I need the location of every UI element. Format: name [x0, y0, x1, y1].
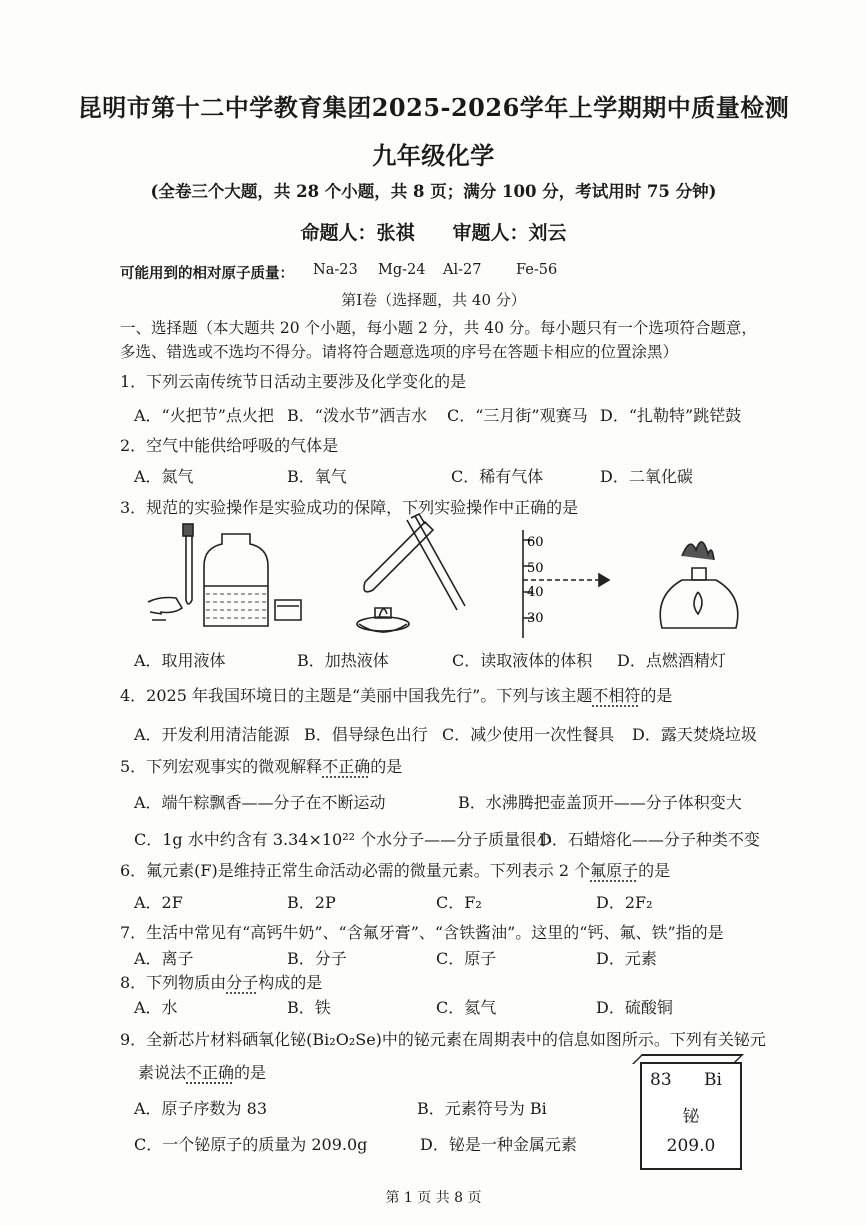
- question-9-emphasis: 不正确: [186, 1063, 235, 1082]
- figure-heat-liquid: [345, 512, 475, 642]
- question-6-option-c: C．F₂: [436, 893, 482, 912]
- element-atomic-number: 83: [650, 1070, 672, 1090]
- question-3-option-d: D．点燃酒精灯: [617, 651, 726, 670]
- cylinder-tick-50: 50: [527, 561, 544, 576]
- question-9-option-d: D．铋是一种金属元素: [420, 1135, 577, 1154]
- question-4-stem-b: 的是: [640, 686, 673, 705]
- question-5-stem-b: 的是: [370, 757, 403, 776]
- question-8-option-a: A．水: [134, 998, 178, 1017]
- question-4-option-c: C．减少使用一次性餐具: [442, 725, 615, 744]
- element-mass: 209.0: [666, 1136, 716, 1156]
- question-5-stem: [120, 754, 402, 777]
- question-4-option-d: D．露天焚烧垃圾: [632, 725, 757, 744]
- question-4-emphasis: 不相符: [592, 686, 641, 705]
- question-5-option-c: C．1g 水中约含有 3.34×10²² 个水分子——分子质量很小: [134, 830, 553, 849]
- question-4-option-b: B．倡导绿色出行: [304, 725, 428, 744]
- atomic-mass-na: Na-23: [313, 262, 358, 278]
- question-8-option-d: D．硫酸铜: [596, 998, 673, 1017]
- page-footer: 第 1 页 共 8 页: [385, 1190, 482, 1206]
- question-8-option-c: C．氦气: [436, 998, 497, 1017]
- exam-title: 昆明市第十二中学教育集团2025-2026学年上学期期中质量检测: [77, 93, 790, 122]
- atomic-mass-al: Al-27: [443, 262, 482, 278]
- figure-read-cylinder: [515, 530, 625, 640]
- question-5-option-d: D．石蜡熔化——分子种类不变: [539, 830, 760, 849]
- figure-take-liquid: [130, 520, 300, 650]
- question-2-option-b: B．氧气: [287, 467, 347, 486]
- section-instructions-1: 一、选择题（本大题共 20 个小题，每小题 2 分，共 40 分。每小题只有一个选项符合题意，: [120, 319, 757, 337]
- question-2-stem: 2．空气中能供给呼吸的气体是: [120, 436, 339, 455]
- question-5-option-b: B．水沸腾把壶盖顶开——分子体积变大: [458, 793, 742, 812]
- exam-info: (全卷三个大题，共 28 个小题，共 8 页；满分 100 分，考试用时 75 分钟): [150, 182, 717, 201]
- question-3-option-a: A．取用液体: [134, 651, 226, 670]
- question-4-stem-a: 4．2025 年我国环境日的主题是“美丽中国我先行”。下列与该主题: [120, 686, 593, 705]
- cylinder-tick-30: 30: [527, 611, 544, 626]
- question-7-option-b: B．分子: [287, 949, 347, 968]
- question-6-stem-b: 的是: [638, 861, 671, 880]
- question-9-option-b: B．元素符号为 Bi: [417, 1099, 547, 1118]
- cylinder-tick-60: 60: [527, 535, 544, 550]
- question-9-stem: 9．全新芯片材料硒氧化铋(Bi₂O₂Se)中的铋元素在周期表中的信息如图所示。下列有关铋元: [120, 1030, 766, 1049]
- element-name: 铋: [682, 1107, 700, 1127]
- question-1-stem: 1．下列云南传统节日活动主要涉及化学变化的是: [120, 372, 467, 391]
- part-title: 第Ⅰ卷（选择题，共 40 分）: [341, 291, 526, 309]
- question-1-option-b: B．“泼水节”洒吉水: [287, 406, 428, 425]
- question-9-stem2-a: 素说法: [138, 1063, 187, 1082]
- exam-subject: 九年级化学: [372, 141, 495, 170]
- question-6-stem-a: 6．氟元素(F)是维持正常生命活动必需的微量元素。下列表示 2 个: [120, 861, 591, 880]
- question-1-option-d: D．“扎勒特”跳铓鼓: [600, 406, 742, 425]
- question-7-option-d: D．元素: [596, 949, 657, 968]
- section-instructions-2: 多选、错选或不选均不得分。请将符合题意选项的序号在答题卡相应的位置涂黑）: [120, 343, 679, 361]
- question-9-option-c: C．一个铋原子的质量为 209.0g: [134, 1135, 368, 1154]
- question-7-stem: 7．生活中常见有“高钙牛奶”、“含氟牙膏”、“含铁酱油”。这里的“钙、氟、铁”指的是: [120, 923, 724, 942]
- question-6-option-b: B．2P: [287, 893, 336, 912]
- question-6-option-d: D．2F₂: [596, 893, 653, 912]
- question-6-option-a: A．2F: [134, 893, 183, 912]
- question-2-option-a: A．氮气: [134, 467, 194, 486]
- element-card-bismuth: [640, 1062, 742, 1170]
- question-7-option-c: C．原子: [436, 949, 497, 968]
- question-4-option-a: A．开发利用清洁能源: [134, 725, 290, 744]
- question-7-option-a: A．离子: [134, 949, 194, 968]
- question-8-option-b: B．铁: [287, 998, 331, 1017]
- atomic-mass-fe: Fe-56: [516, 262, 558, 278]
- question-3-option-c: C．读取液体的体积: [452, 651, 593, 670]
- question-5-option-a: A．端午粽飘香——分子在不断运动: [134, 793, 386, 812]
- question-1-option-c: C．“三月街”观赛马: [447, 406, 588, 425]
- question-4-stem: [120, 683, 672, 706]
- question-8-stem: [120, 970, 322, 993]
- question-8-stem-b: 构成的是: [258, 973, 323, 992]
- figure-alcohol-lamp: [652, 528, 752, 638]
- question-5-emphasis: 不正确: [322, 757, 371, 776]
- atomic-mass-mg: Mg-24: [378, 262, 426, 278]
- atomic-mass-label: 可能用到的相对原子质量：: [120, 265, 294, 282]
- question-3-stem: 3．规范的实验操作是实验成功的保障，下列实验操作中正确的是: [120, 498, 579, 517]
- question-8-emphasis: 分子: [226, 973, 259, 992]
- question-2-option-d: D．二氧化碳: [600, 467, 693, 486]
- question-8-stem-a: 8．下列物质由: [120, 973, 227, 992]
- question-9-stem-line2: [138, 1060, 266, 1083]
- question-6-emphasis: 氟原子: [590, 861, 639, 880]
- question-9-option-a: A．原子序数为 83: [134, 1099, 268, 1118]
- question-9-stem2-b: 的是: [234, 1063, 267, 1082]
- question-3-option-b: B．加热液体: [297, 651, 389, 670]
- cylinder-tick-40: 40: [527, 585, 544, 600]
- question-2-option-c: C．稀有气体: [451, 467, 544, 486]
- question-6-stem: [120, 858, 670, 881]
- question-1-option-a: A．“火把节”点火把: [134, 406, 274, 425]
- question-5-stem-a: 5．下列宏观事实的微观解释: [120, 757, 323, 776]
- exam-authors: 命题人：张祺 审题人：刘云: [300, 222, 567, 244]
- element-symbol: Bi: [704, 1070, 722, 1090]
